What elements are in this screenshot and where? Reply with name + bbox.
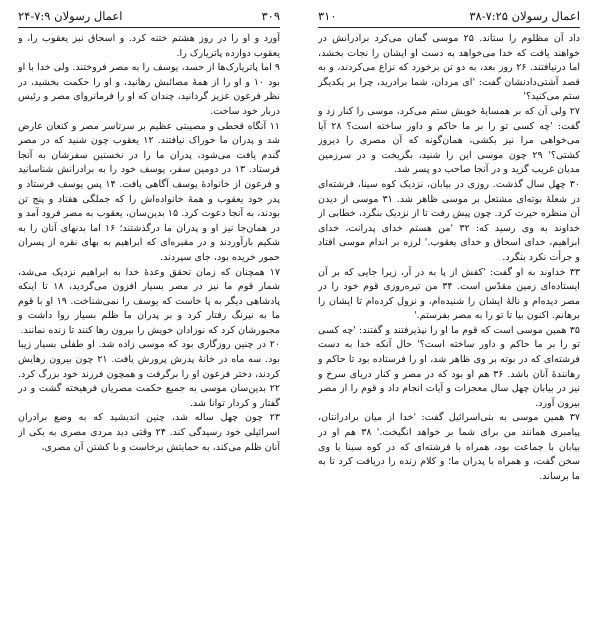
right-header-rule: [318, 27, 580, 28]
paragraph: ۳۵ همین موسی است که قوم ما او را نپذیرفتند و گفتند: 'چه کسی تو را بر ما حاکم و داور ساخته است؟' حال آنکه خدا به دست فرشته‌ای که در بوته بر وی ظاهر شد، او را فرستاده بود تا حاکم و رهانندهٔ آنان باشد. ۳۶ هم او بود که در مصر و کنار دریای سرخ و نیز در بیابان چهل سال معجزات و آیات انجام داد و قوم را از مصر بیرون آورد.: [318, 324, 580, 409]
paragraph: ۲۷ ولی آن که بر همسایهٔ خویش ستم می‌کرد، موسی را کنار زد و گفت: 'چه کسی تو را بر ما حاکم و داور ساخته است؟ ۲۸ آیا می‌خواهی مرا نیز بکشی، همان‌گونه که آن مصری را دیروز کشتی؟' ۲۹ چون موسی این را شنید، بگریخت و در سرزمین مدیان غریب گزید و در آنجا صاحب دو پسر شد.: [318, 105, 580, 176]
left-page-column: [18, 32, 280, 616]
left-header-rule: [18, 27, 280, 28]
paragraph: ۱۷ همچنان که زمان تحقق وعدهٔ خدا به ابراهیم نزدیک می‌شد، شمار قوم ما نیز در مصر بسیار افزون می‌گردید، ۱۸ تا اینکه پادشاهی دیگر به پا خاست که یوسف را نمی‌شناخت. ۱۹ او با قوم ما به نیرنگ رفتار کرد و بر پدران ما ظلم بسیار روا داشت و مجبورشان کرد که نوزادان خویش را بیرون رها کنند تا زنده نمانند.: [18, 266, 280, 336]
paragraph: ۲۳ چون چهل ساله شد، چنین اندیشید که به وضع برادران اسرائیلی خود رسیدگی کند. ۲۴ وقتی دید مردی مصری به یکی از آنان ظلم می‌کند، به حمایتش برخاست و با کشتن آن مصری،: [18, 412, 280, 453]
paragraph: ۲۰ در چنین روزگاری بود که موسی زاده شد. او طفلی بسیار زیبا بود. سه ماه در خانهٔ پدرش پرورش یافت. ۲۱ چون بیرون رهایش کردند، دختر فرعون او را برگرفت و همچون فرزند خود بزرگ کرد. ۲۲ بدین‌سان موسی به جمیع حکمت مصریان فرهیخته گشت و در گفتار و کردار توانا شد.: [18, 339, 280, 409]
right-page-number: ۳۱۰: [318, 9, 337, 23]
paragraph: ۳۳ خداوند به او گفت: 'کفش از پا به در آر، زیرا جایی که بر آن ایستاده‌ای زمین مقدّس است. ۳۴ من تیره‌روزی قوم خود را در مصر دیده‌ام و نالهٔ ایشان را شنیده‌ام، و نزول کرده‌ام تا ایشان را برهانم. اکنون بیا تا تو را به مصر بفرستم.': [318, 266, 580, 322]
paragraph: ۹ اما پاتریارک‌ها از حسد، یوسف را به مصر فروختند. ولی خدا با او بود ۱۰ و او را از همهٔ مصائبش رهانید، و او را حکمت بخشید، در نظر فرعون عزیز گردانید، چندان که او را فرمانروای مصر و رئیس دربار خود ساخت.: [18, 62, 280, 117]
paragraph: آورد و او را در روز هشتم ختنه کرد. و اسحاق نیز یعقوب را، و یعقوب دوازده پاتریارک را.: [18, 33, 280, 59]
left-page-number: ۳۰۹: [261, 9, 280, 23]
left-running-title: اعمال رسولان ۷:۹-۲۴: [18, 9, 123, 23]
right-page-column: [318, 32, 580, 616]
paragraph: ۳۰ چهل سال گذشت. روزی در بیابان، نزدیک کوه سینا، فرشته‌ای در شعلهٔ بوته‌ای مشتعل بر موسی ظاهر شد. ۳۱ موسی از دیدن آن منظره حیرت کرد. چون پیش رفت تا از نزدیک بنگرد، خطابی از خداوند به وی رسید که: ۳۲ 'من هستم خدای پدرانت، خدای ابراهیم، خدای اسحاق و خدای یعقوب.' لرزه بر اندام موسی افتاد و جرأت نکرد بنگرد.: [318, 178, 580, 263]
left-page-header: [18, 8, 280, 24]
paragraph: ۱۱ آنگاه قحطی و مصیبتی عظیم بر سرتاسر مصر و کنعان عارض شد و پدران ما خوراک نیافتند. ۱۲ یعقوب چون شنید که در مصر گندم یافت می‌شود، پدران ما را در نخستین سفرشان به آنجا فرستاد. ۱۳ در دومین سفر، یوسف خود را به برادرانش شناسانید و فرعون از خانوادهٔ یوسف آگاهی یافت. ۱۴ پس یوسف فرستاد و پدر خود یعقوب و همهٔ خانواده‌اش را که جملگی هفتاد و پنج تن بودند، به آنجا دعوت کرد. ۱۵ بدین‌سان، یعقوب به مصر فرود آمد و در همان‌جا نیز او و پدران ما درگذشتند؛ ۱۶ اما بدنهای آنان را به شکیم بازآوردند و در مقبره‌ای که ابراهیم به بهای نقره از پسران حمور خریده بود، جای سپردند.: [18, 120, 280, 263]
paragraph: ۳۷ همین موسی به بنی‌اسرائیل گفت: 'خدا از میان برادرانتان، پیامبری همانند من برای شما بر خواهد انگیخت.' ۳۸ هم او در بیابان با جماعت بود، همراه با فرشته‌ای که در کوه سینا با وی سخن گفت، و همراه با پدران ما؛ و کلام زنده را دریافت کرد تا به ما برساند.: [318, 412, 580, 482]
right-page-header: [318, 8, 580, 24]
right-running-title: اعمال رسولان ۷:۲۵-۳۸: [469, 9, 580, 23]
paragraph: داد آن مظلوم را ستاند. ۲۵ موسی گمان می‌کرد برادرانش در خواهند یافت که خدا می‌خواهد به دست او ایشان را نجات بخشد، اما درنیافتند. ۲۶ روز بعد، به دو تن برخورد که نزاع می‌کردند، و به قصد آشتی‌دادنشان گفت: 'ای مردان، شما برادرید، چرا بر یکدیگر ستم می‌کنید؟': [318, 33, 580, 103]
